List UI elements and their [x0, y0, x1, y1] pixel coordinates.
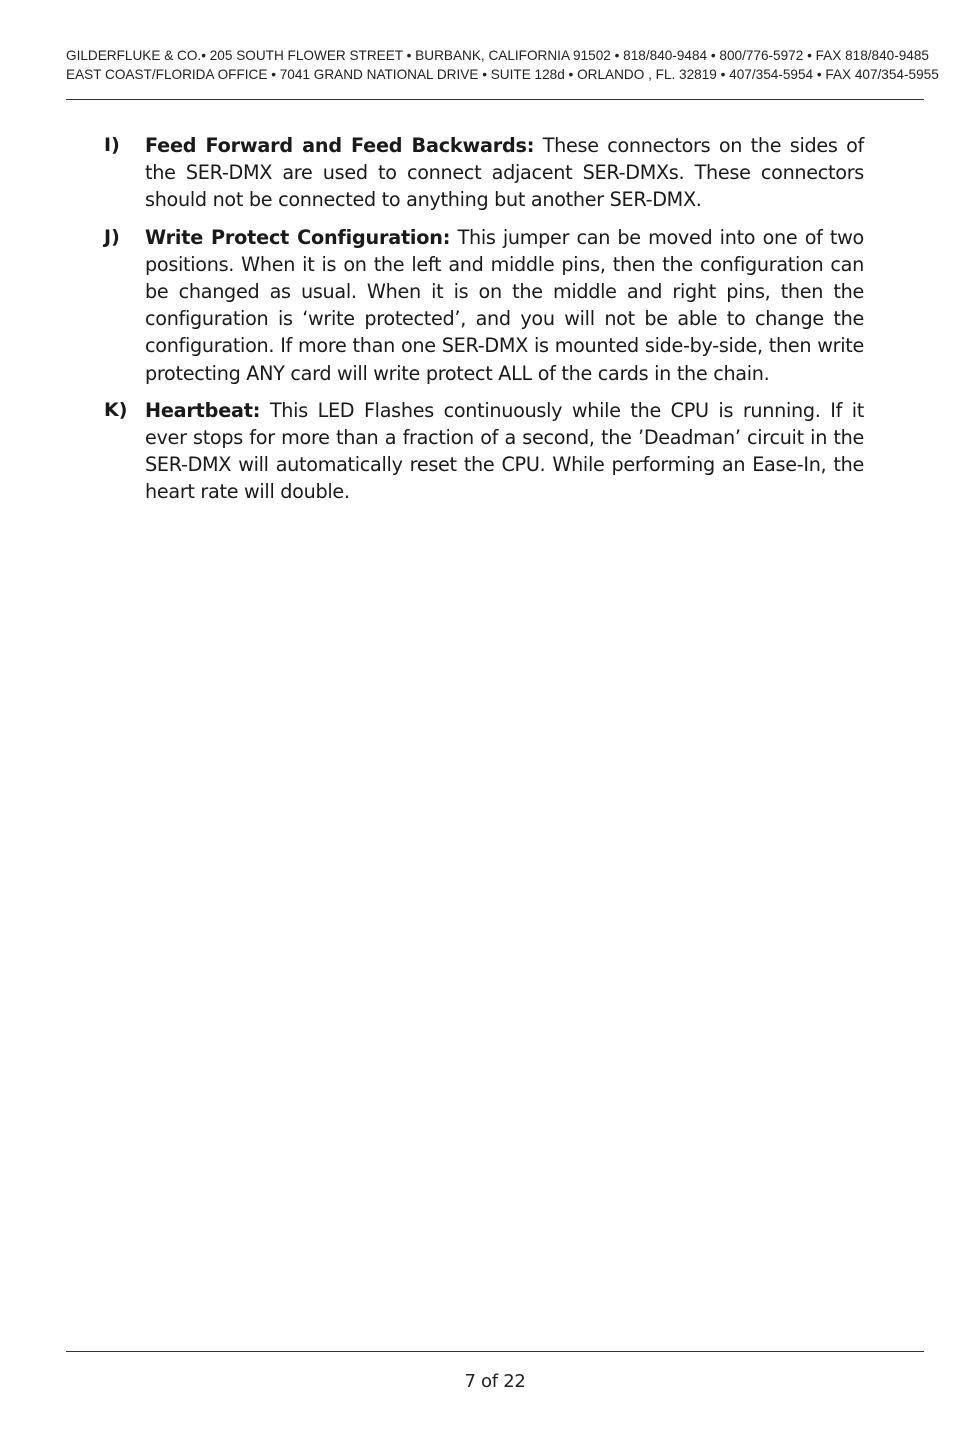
letterhead: [66, 46, 939, 84]
item-marker: K): [104, 398, 128, 421]
letterhead-address-line-2: EAST COAST/FLORIDA OFFICE • 7041 GRAND NATIONAL DRIVE • SUITE 128d • ORLANDO , FL. 32819 • 407/354-5954 • FAX 407/354-5955: [66, 67, 939, 82]
letterhead-address-line-1: GILDERFLUKE & CO.• 205 SOUTH FLOWER STREET • BURBANK, CALIFORNIA 91502 • 818/840-9484 • 800/776-5972 • FAX 818/840-9485: [66, 48, 929, 63]
item-body: [145, 132, 864, 214]
item-marker: I): [104, 134, 120, 156]
page-number: 7 of 22: [464, 1371, 526, 1392]
item-text: These connectors on the sides of the SER-DMX are used to connect adjacent SER-DMXs. These connectors should not be connected to anything but another SER-DMX.: [145, 134, 864, 212]
list-item: [104, 224, 864, 387]
footer-divider: [66, 1351, 924, 1352]
item-title: Heartbeat:: [145, 398, 261, 422]
header-divider: [66, 99, 924, 100]
item-title: Write Protect Configuration:: [145, 225, 451, 249]
item-text: This LED Flashes continuously while the CPU is running. If it ever stops for more than a fraction of a second, the ’Deadman’ circuit in the SER-DMX will automatically reset the CPU. While performing an Ease-In, the heart rate will double.: [145, 398, 864, 504]
list-item: [104, 397, 864, 506]
item-marker: J): [104, 225, 120, 248]
item-body: [145, 224, 864, 387]
item-body: [145, 397, 864, 506]
item-title: Feed Forward and Feed Backwards:: [145, 134, 535, 157]
item-list: [104, 132, 864, 516]
item-text: This jumper can be moved into one of two positions. When it is on the left and middle pins, then the configuration can be changed as usual. When it is on the middle and right pins, then the configuration is ‘write protected’, and you will not be able to change the configuration. If more than one SER-DMX is mounted side-by-side, then write protecting ANY card will write protect ALL of the cards in the chain.: [145, 225, 864, 385]
list-item: [104, 132, 864, 214]
